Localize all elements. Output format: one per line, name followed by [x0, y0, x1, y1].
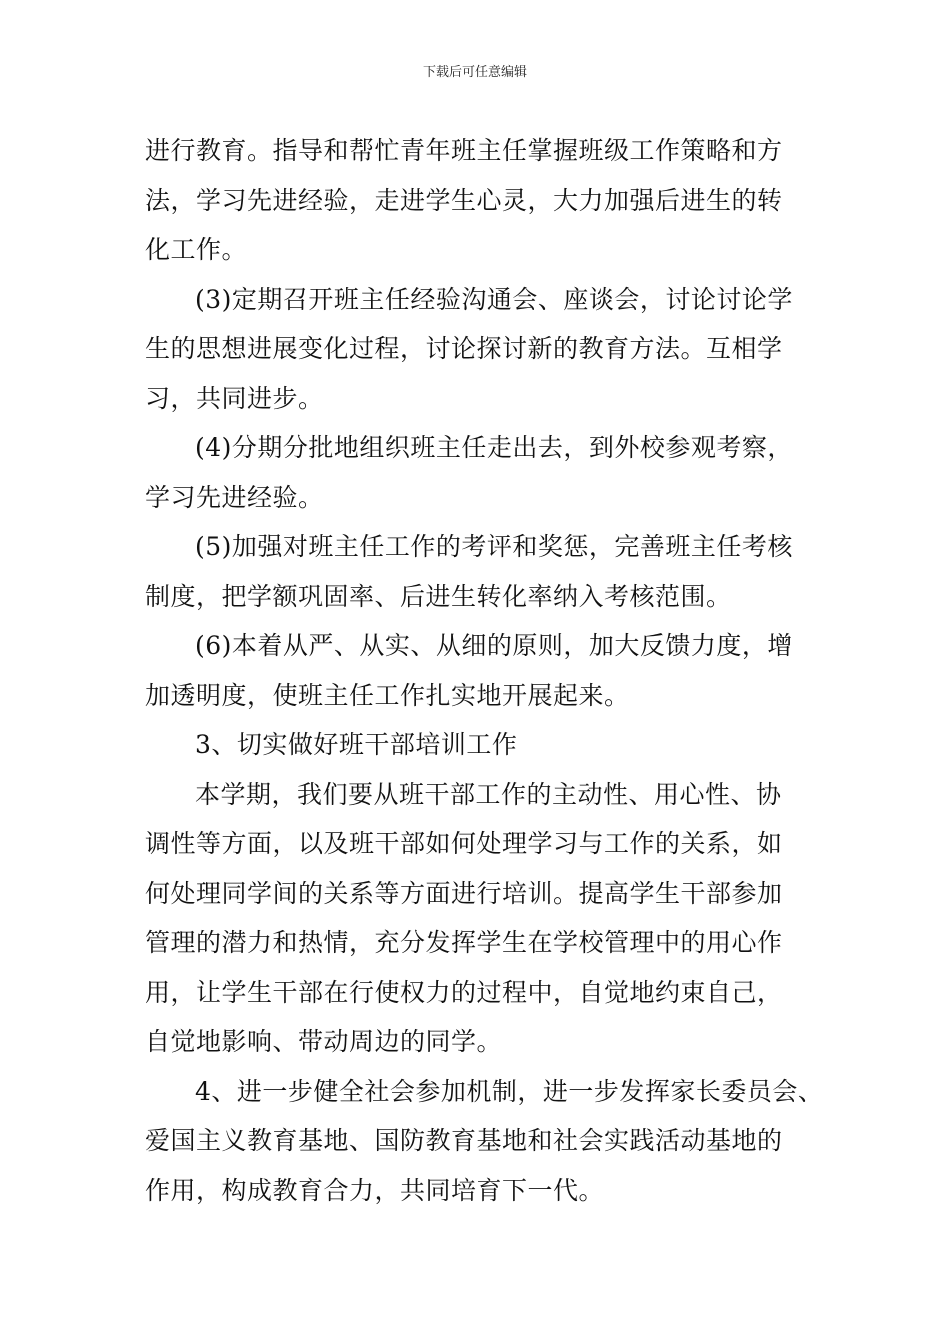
text-line: 用，让学生干部在行使权力的过程中，自觉地约束自己， [145, 977, 783, 1007]
text-line: 法，学习先进经验，走进学生心灵，大力加强后进生的转 [145, 185, 783, 215]
text-line: 管理的潜力和热情，充分发挥学生在学校管理中的用心作 [145, 928, 783, 957]
text-line: (6)本着从严、从实、从细的原则，加大反馈力度，增 [195, 631, 793, 660]
text-line: 自觉地影响、带动周边的同学。 [145, 1027, 503, 1056]
text-line: 进行教育。指导和帮忙青年班主任掌握班级工作策略和方 [145, 136, 783, 165]
text-line: 调性等方面，以及班干部如何处理学习与工作的关系，如 [145, 829, 783, 858]
text-line: 化工作。 [145, 235, 248, 264]
text-line: 生的思想进展变化过程，讨论探讨新的教育方法。互相学 [145, 334, 783, 363]
text-line: (3)定期召开班主任经验沟通会、座谈会，讨论讨论学 [195, 284, 793, 314]
text-line: 制度，把学额巩固率、后进生转化率纳入考核范围。 [145, 581, 732, 611]
text-line: 何处理同学间的关系等方面进行培训。提高学生干部参加 [145, 878, 783, 908]
text-line: 作用，构成教育合力，共同培育下一代。 [145, 1175, 605, 1205]
text-line: 习，共同进步。 [145, 383, 324, 413]
text-line: (5)加强对班主任工作的考评和奖惩，完善班主任考核 [195, 532, 793, 561]
text-line: 学习先进经验。 [145, 482, 324, 512]
text-line: 爱国主义教育基地、国防教育基地和社会实践活动基地的 [145, 1126, 783, 1155]
text-line: 4、进一步健全社会参加机制，进一步发挥家长委员会、 [195, 1076, 824, 1106]
text-line: 本学期，我们要从班干部工作的主动性、用心性、协 [195, 779, 782, 809]
page-header: 下载后可任意编辑 [422, 65, 527, 80]
text-line: 加透明度，使班主任工作扎实地开展起来。 [145, 680, 630, 710]
document-body [145, 126, 825, 1215]
text-line: 3、切实做好班干部培训工作 [195, 730, 518, 759]
text-line: (4)分期分批地组织班主任走出去，到外校参观考察， [195, 433, 793, 462]
